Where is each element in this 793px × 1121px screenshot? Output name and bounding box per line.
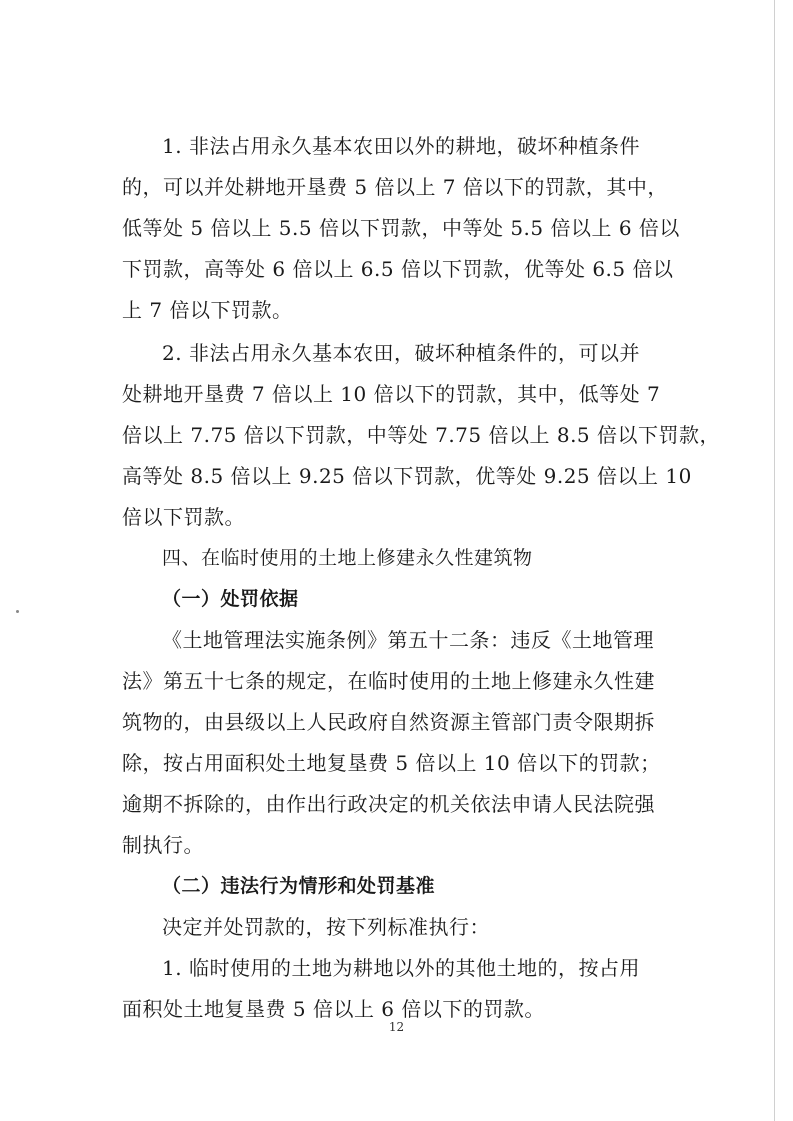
text-line: 筑物的，由县级以上人民政府自然资源主管部门责令限期拆 [122, 710, 655, 734]
text-line: 法》第五十七条的规定，在临时使用的土地上修建永久性建 [122, 669, 655, 693]
text-line: 除，按占用面积处土地复垦费 5 倍以上 10 倍以下的罚款； [122, 751, 661, 775]
page-number: 12 [388, 1020, 405, 1034]
section-heading: 四、在临时使用的土地上修建永久性建筑物 [162, 547, 533, 569]
text-line: 《土地管理法实施条例》第五十二条：违反《土地管理 [162, 628, 654, 652]
text-line: 1. 非法占用永久基本农田以外的耕地，破坏种植条件 [162, 134, 640, 158]
text-line: 低等处 5 倍以上 5.5 倍以下罚款，中等处 5.5 倍以上 6 倍以 [122, 216, 680, 240]
scan-speck [16, 610, 19, 613]
text-line: 逾期不拆除的，由作出行政决定的机关依法申请人民法院强 [122, 792, 655, 816]
text-line: 面积处土地复垦费 5 倍以上 6 倍以下的罚款。 [122, 997, 545, 1021]
text-line: 倍以下罚款。 [122, 505, 245, 529]
text-line: 的，可以并处耕地开垦费 5 倍以上 7 倍以下的罚款，其中， [122, 175, 668, 199]
text-line: 倍以上 7.75 倍以下罚款，中等处 7.75 倍以上 8.5 倍以下罚款， [122, 423, 721, 447]
text-line: 处耕地开垦费 7 倍以上 10 倍以下的罚款，其中，低等处 7 [122, 382, 661, 406]
text-line: 2. 非法占用永久基本农田，破坏种植条件的，可以并 [162, 341, 640, 365]
text-line: 1. 临时使用的土地为耕地以外的其他土地的，按占用 [162, 956, 640, 980]
subsection-heading: （二）违法行为情形和处罚基准 [162, 875, 436, 897]
scan-edge-line [774, 0, 775, 1121]
subsection-heading: （一）处罚依据 [162, 588, 299, 610]
text-line: 下罚款，高等处 6 倍以上 6.5 倍以下罚款，优等处 6.5 倍以 [122, 257, 674, 281]
text-line: 高等处 8.5 倍以上 9.25 倍以下罚款，优等处 9.25 倍以上 10 [122, 464, 692, 488]
text-line: 制执行。 [122, 833, 204, 857]
text-line: 决定并处罚款的，按下列标准执行： [162, 915, 490, 939]
text-line: 上 7 倍以下罚款。 [122, 298, 293, 322]
